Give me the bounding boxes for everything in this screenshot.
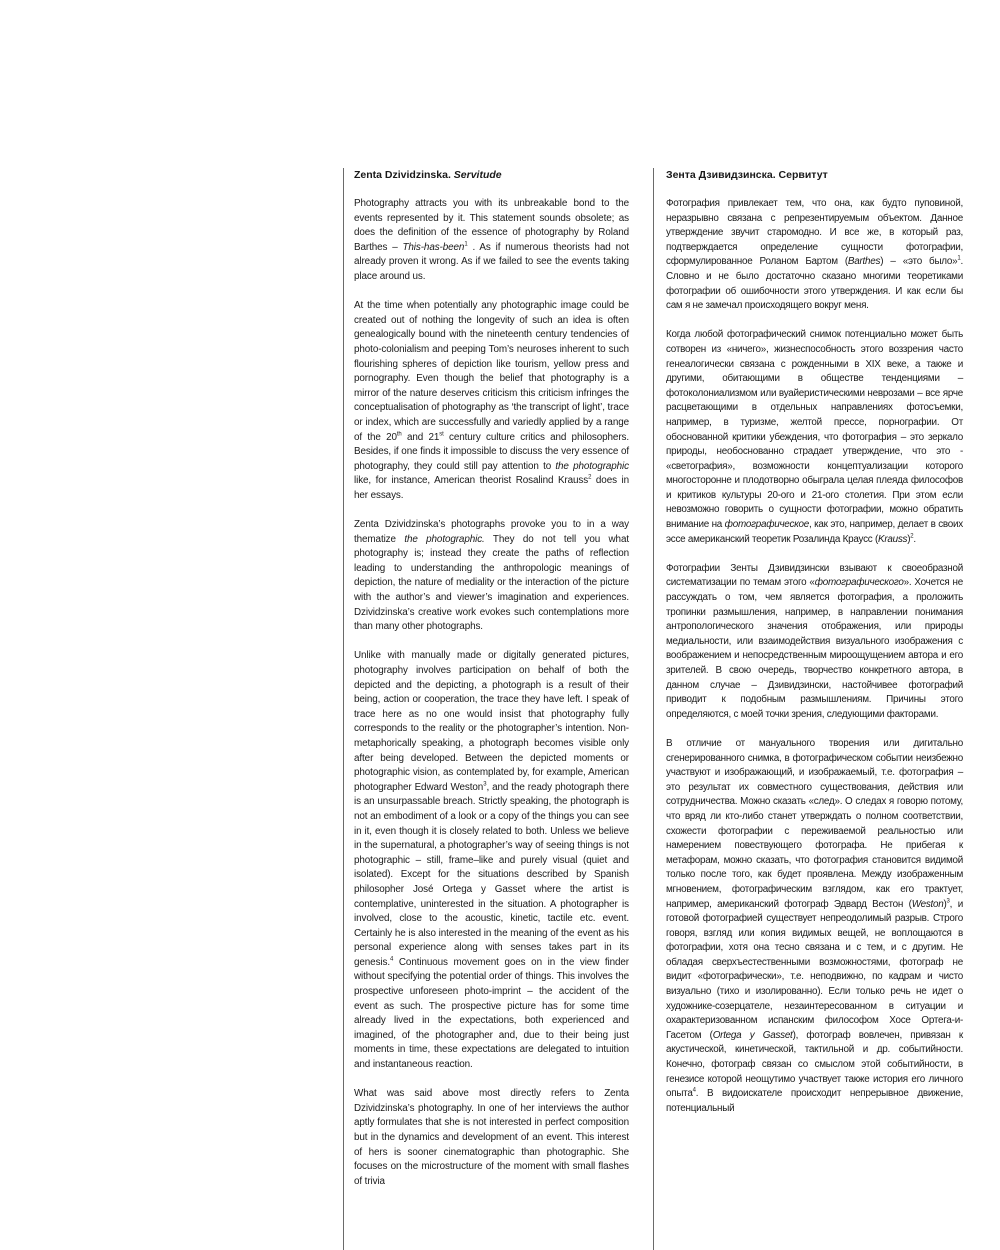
footnote-ref: 4 [389, 956, 394, 963]
english-paragraph-5: What was said above most directly refers to Zenta Dzividzinska’s photography. In one of her interviews the author aptly formulates that she is not interested in perfect composition but in the dynamics and development of an event. This interest of hers is sooner cinematographic than photographic. She focuses on the microstructure of the moment with small flashes of trivia [354, 1088, 629, 1187]
footnote-ref: 4 [692, 1087, 696, 1094]
footnote-ref: 1 [957, 256, 961, 263]
footnote-ref: 3 [946, 898, 950, 905]
english-heading [354, 168, 629, 182]
left-column-rule [343, 168, 344, 1250]
russian-paragraph-4: В отличие от мануального творения или дигитально сгенерированного снимка, в фотографическом событии неизбежно участвуют и изображающий, и изображаемый, т.е. фотография – это результат их совместного существования, действия или сотрудничества. Можно сказать «след». О следах я говорю потому, что вряд ли кто-либо станет утверждать о полном соответствии, схожести фотографии с переживаемой реальностью или намерением повествующего фотографа. Не прибегая к метафорам, можно сказать, что фотография становится видимой только после того, как будет проявлена. Между изображенным мгновением, фотографическим взглядом, как его трактует, например, американский фотограф Эдвард Вестон (Weston)$^3$, и готовой фотографией существует непреодолимый разрыв. Строго говоря, взгляд или копия видимых вещей, не воплощаются в фотографии, хотя она тесно связана и с тем, и с другим. Не обладая сверхъестественными возможностями, фотограф не видит «фотографически», т.е. неподвижно, по кадрам и чисто визуально (тихо и изолированно). Если только речь не идет о художнике-созерцателе, незаинтересованном в ситуации и охарактеризованном испанским философом Хосе Ортега-и-Гасетом (Ortega y Gasset), фотограф вовлечен, привязан к акустической, кинетической, тактильной и др. событийности. Конечно, фотограф связан со смыслом этой событийности, в генезисе которой неощутимо участвует также история его личного опыта$^4$. В видоискателе происходит непрерывное движение, потенциальный [666, 737, 963, 1114]
footnote-ref: 1 [464, 241, 468, 248]
english-paragraph-3: Zenta Dzividzinska’s photographs provoke you to in a way thematize the photographic. They do not tell you what photography is; instead they create the paths of reflection leading to understanding the anthropologic meanings of depiction, the nature of mediality or the interaction of the picture with the author’s and viewer’s imagination and experiences. Dzividzinska’s creative work evokes such contemplations more than many other photographs. [354, 519, 629, 633]
footnote-ref: 3 [483, 781, 487, 788]
russian-paragraph-1: Фотография привлекает тем, что она, как будто пуповиной, неразрывно связана с репрезентируемым объектом. Данное утверждение звучит старомодно. И все же, в который раз, подтверждается определение сущности фотографии, сформулированное Роланом Бартом (Barthes) – «это было»$^1$. Словно и не было достаточно сказано многими теоретиками фотографии об ошибочности этого утверждения. И как если бы сам я не замечал происходящего вокруг меня. [666, 198, 963, 312]
footnote-ref: 2 [588, 474, 592, 481]
russian-column [666, 168, 963, 1131]
right-column-rule [653, 168, 654, 1250]
english-title: Servitude [453, 169, 502, 181]
english-paragraph-4: Unlike with manually made or digitally generated pictures, photography involves participation on behalf of both the depicted and the depicting, a photograph is a result of their being, action or cooperation, the trace they have left. I speak of trace here as no one would insist that photography fully corresponds to the reality or the photographer’s intention. Non-metaphorically speaking, a photograph becomes visible only after being developed. Between the depicted moments or photographic vision, as contemplated by, for example, American photographer Edward Weston$^3$, and the ready photograph there is an unsurpassable breach. Strictly speaking, the photograph is not an embodiment of a look or a copy of the things you can see in it, even though it is closely related to both. Unless we believe in the supernatural, a photographer’s way of seeing things is not photographic – still, frame–like and purely visual (quiet and isolated). Except for the situations described by Spanish philosopher José Ortega y Gasset where the artist is contemplative, uninterested in the situation. A photographer is involved, close to the acoustic, kinetic, tactile etc. event. Certainly he is also interested in the meaning of the event as his personal experience along with senses takes part in its genesis.$^4$ Continuous movement goes on in the view finder without specifying the potential order of things. This involves the prospective unforeseen photo-imprint – the accident of the event as such. The prospective picture has for some time already lived in the expectations, both experienced and imagined, of the photographer and, due to their being just moments in time, these expectations are delegated to intuition and instantaneous reaction. [354, 650, 629, 1071]
english-paragraph-1: Photography attracts you with its unbreakable bond to the events represented by it. This statement sounds obsolete; as does the definition of the essence of photography by Roland Barthes – This-has-been$^1$ . As if numerous theorists had not already proven it wrong. As if we failed to see the events taking place around us. [354, 198, 629, 282]
english-column [354, 168, 629, 1204]
russian-paragraph-3: Фотографии Зенты Дзивидзински взывают к своеобразной систематизации по темам этого «фотографического». Хочется не рассуждать о том, чем является фотография, а проложить тропинки размышления, например, в направлении понимания антропологического значения отображения, или природы медиальности, или взаимодействия визуального изображения с воображением и непосредственным мироощущением автора и его зрителей. В свою очередь, творчество конкретного автора, в данном случае – Дзивидзински, настойчивее фотографий приводит к подобным размышлениям. Причины этого определяются, с моей точки зрения, следующими факторами. [666, 562, 963, 720]
russian-paragraph-2: Когда любой фотографический снимок потенциально может быть сотворен из «ничего», жизнеспособность этого воззрения часто генеалогически связана с рожденными в XIX веке, а также и другими, обитающими в обществе тенденциями – фотоколониализмом или вуайеристическими неврозами – все ярче расцветающими в отдельных направлениях фотосъемки, например, в туризме, желтой прессе, порнографии. От обоснованной критики убеждения, что фотография – это зеркало природы, необоснованно страдает утверждение, что это - «светография», возможности концептуализации которого многосторонне и плодотворно обыграла целая плеяда философов и критиков культуры 20-ого и 21-ого столетия. При этом если невозможно говорить о сущности фотографии, можно обратить внимание на фотографическое, как это, например, делает в своих эссе американский теоретик Розалинда Краусс (Krauss)$^2$. [666, 329, 963, 545]
english-author: Zenta Dzividzinska. [354, 169, 451, 181]
russian-heading: Зента Дзивидзинска. Сервитут [666, 169, 828, 181]
english-paragraph-2: At the time when potentially any photographic image could be created out of nothing the longevity of such an idea is often genealogically bound with the nineteenth century tendencies of photo-colonialism and peeping Tom’s neuroses inherent to such flourishing spheres of depiction like tourism, yellow press and pornography. Even though the belief that photography is a mirror of the nature deserves criticism this criticism infringes the conceptualisation of photography as ‘the transcript of light’, trace or index, which are successfully and variedly applied by a range of the 20th and 21st century culture critics and philosophers. Besides, if one finds it impossible to discuss the very essence of photography, they could still pay attention to the photographic like, for instance, American theorist Rosalind Krauss$^2$ does in her essays. [354, 300, 629, 501]
footnote-ref: 2 [910, 533, 914, 540]
